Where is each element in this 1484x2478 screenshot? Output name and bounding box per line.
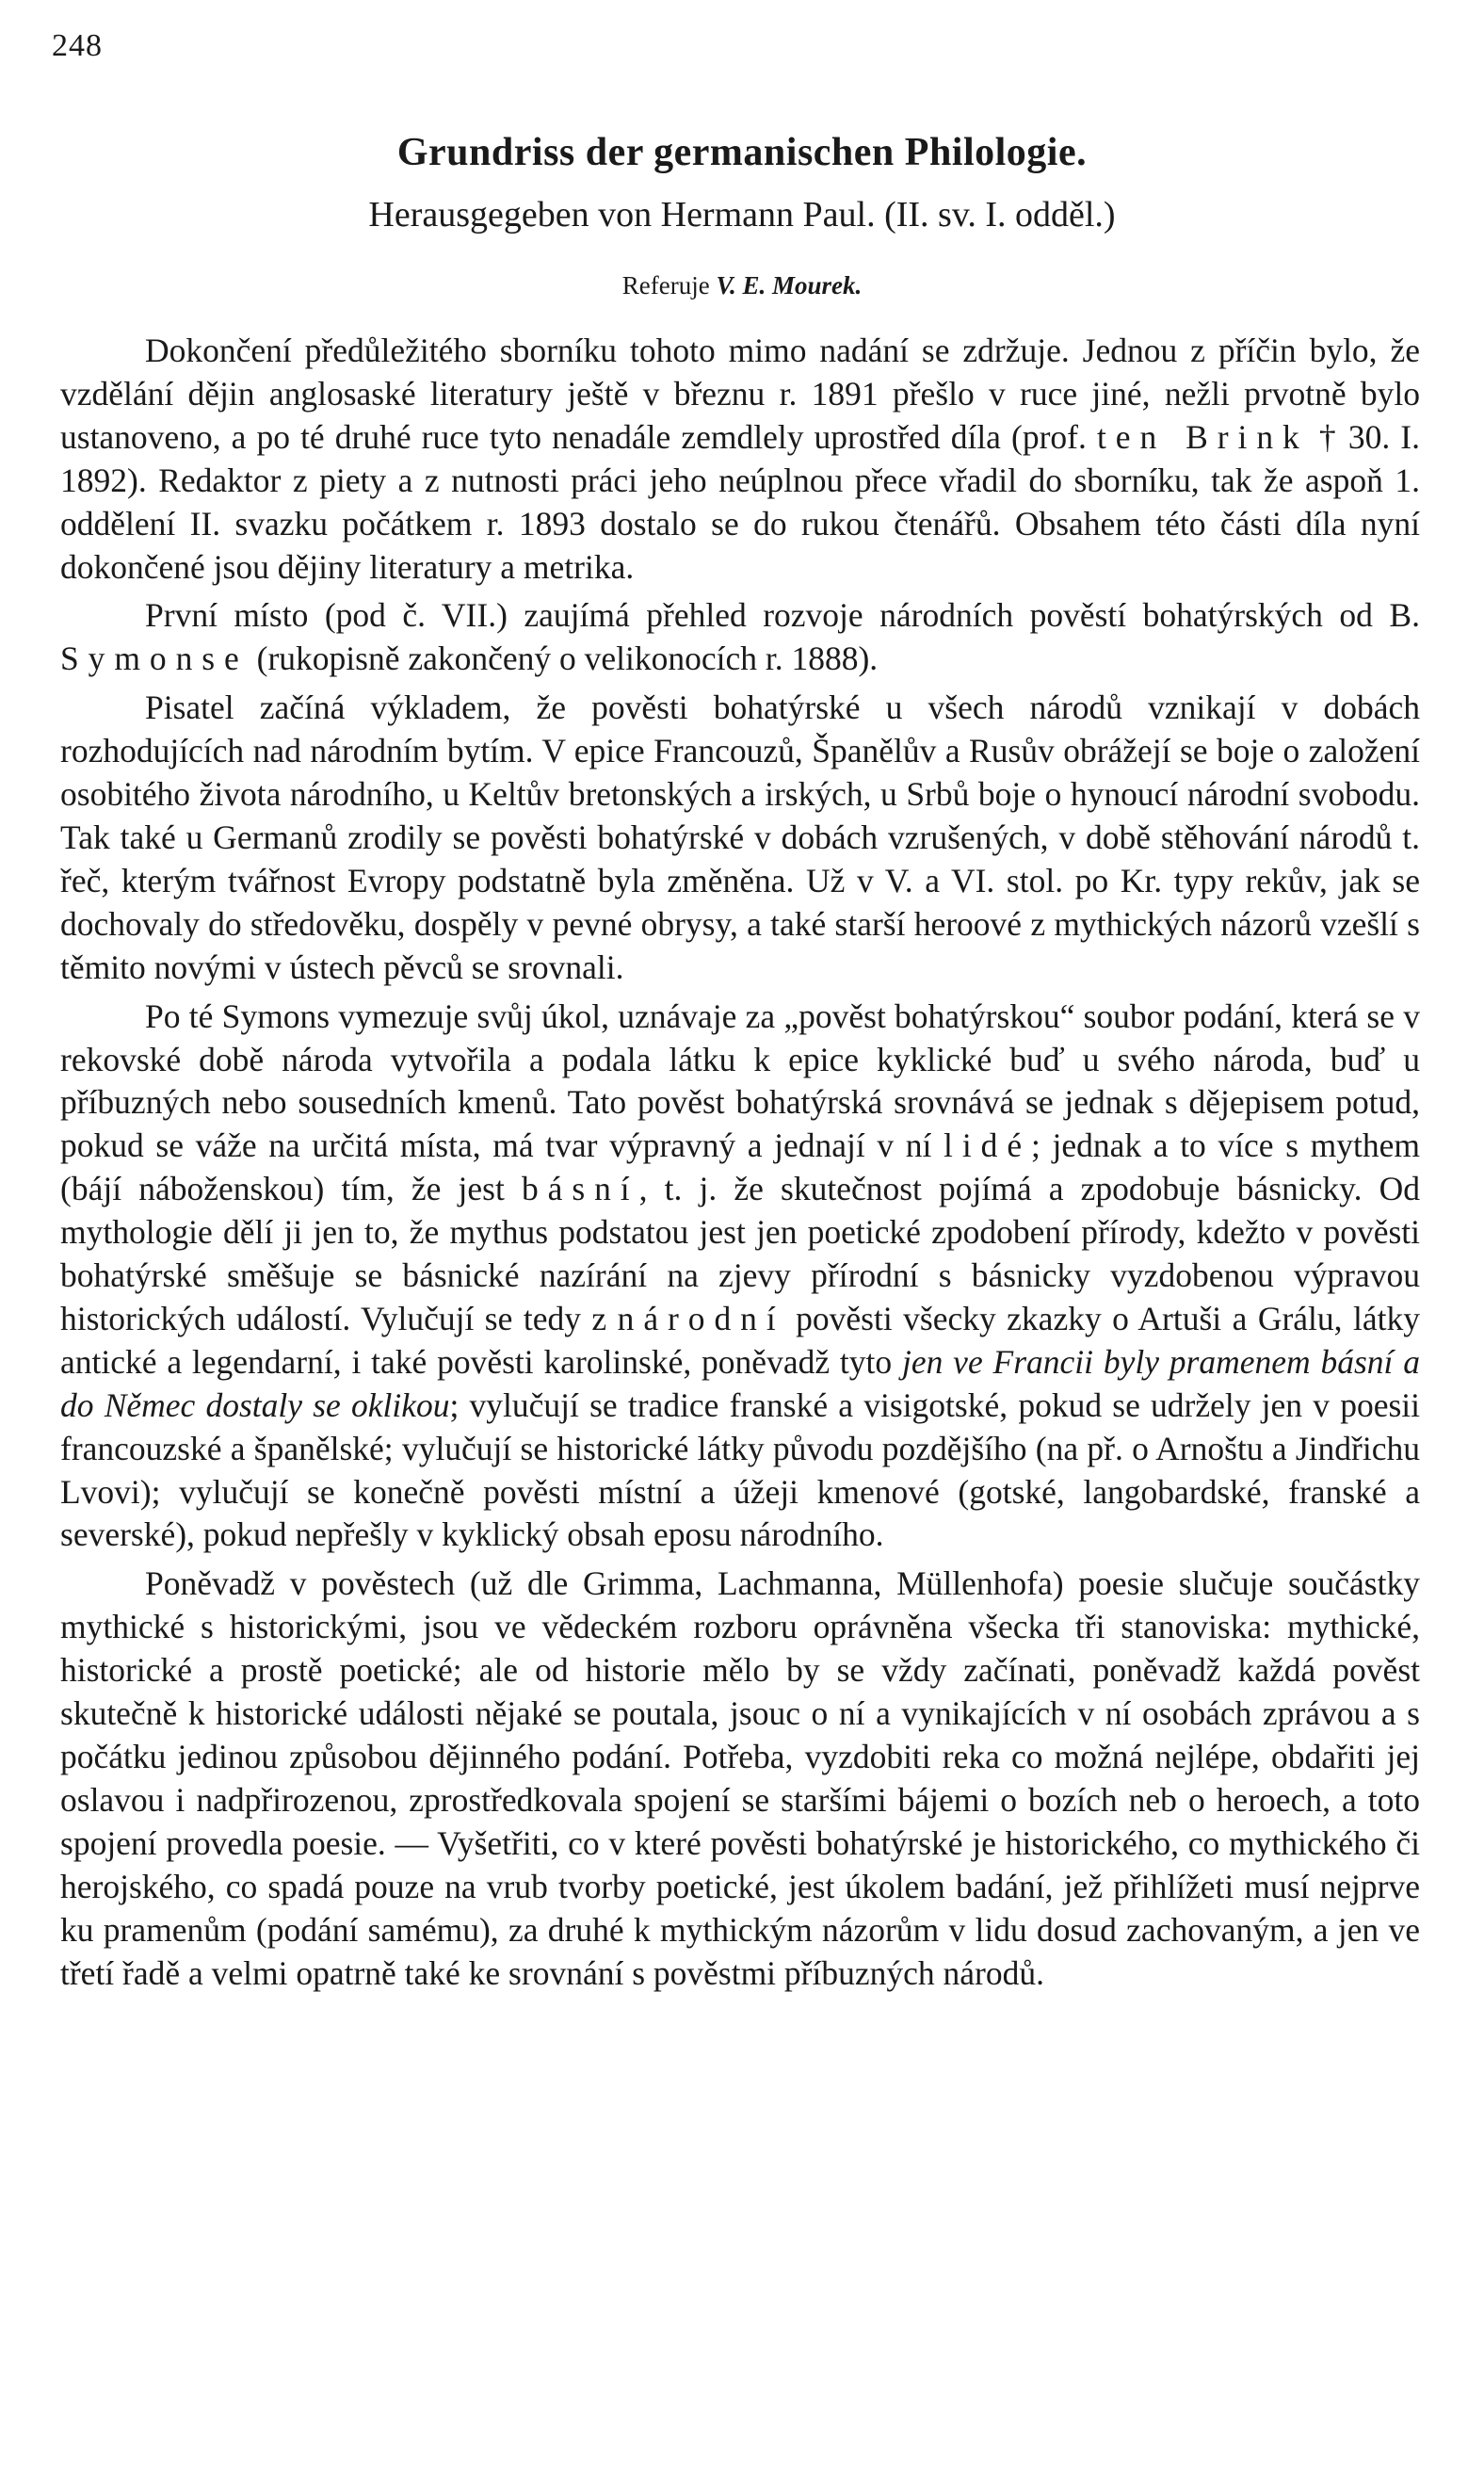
author-name-spaced: ten Brink bbox=[1096, 417, 1309, 456]
author-name-spaced: Symonse bbox=[60, 640, 249, 678]
emphasis-spaced: básní bbox=[521, 1170, 639, 1208]
page-number: 248 bbox=[52, 28, 103, 63]
emphasis-spaced: národní bbox=[617, 1299, 785, 1337]
paragraph-5: Poněvadž v pověstech (už dle Grimma, Lachmanna, Müllenhofa) poesie slučuje součástky mythické s historickými, jsou ve vědeckém rozboru oprávněna všecka tři stanoviska: mythické, historické a prostě poetické; ale od historie mělo by se vždy začínati, poněvadž každá pověst skutečně k historické události nějaké se poutala, jsouc o ní a vynikajících v ní osobách zprávou a s počátku jedinou způsobou dějinného podání. Potřeba, vyzdobiti reka co možná nejlépe, obdařiti jej oslavou i nadpřirozenou, zprostředkovala spojení se staršími bájemi o bozích neb o heroech, a toto spojení provedla poesie. — Vyšetřiti, co v které pověsti bohatýrské je historického, co mythického či herojského, co spadá pouze na vrub tvorby poetické, jest úkolem badání, jež přihlížeti musí nejprve ku pramenům (podání samému), za druhé k mythickým názorům v lidu dosud zachovaným, a jen ve třetí řadě a velmi opatrně také ke srovnání s pověstmi příbuzných národů. bbox=[60, 1564, 1420, 1992]
emphasis-italic: jen ve Francii byly pramenem básní a do Němec dostaly se oklikou bbox=[60, 1342, 1421, 1424]
paragraph-2: První místo (pod č. VII.) zaujímá přehled rozvoje národních pověstí bohatýrských od B. Symonse (rukopisně zakončený o velikonocích r. 1888). bbox=[60, 596, 1420, 678]
referee-name: V. E. Mourek. bbox=[716, 271, 863, 300]
paragraph-1: Dokončení předůležitého sborníku tohoto mimo nadání se zdržuje. Jednou z příčin bylo, že vzdělání dějin anglosaské literatury ještě v březnu r. 1891 přešlo v ruce jiné, nežli prvotně bylo ustanoveno, a po té druhé ruce tyto nenadále zemdlely uprostřed díla (prof. ten Brink † 30. I. 1892). Redaktor z piety a z nutnosti práci jeho neúplnou přece vřadil do sborníku, tak že aspoň 1. oddělení II. svazku počátkem r. 1893 dostalo se do rukou čtenářů. Obsahem této části díla nyní dokončené jsou dějiny literatury a metrika. bbox=[60, 332, 1421, 586]
article-body bbox=[60, 330, 1420, 2000]
article-subtitle: Herausgegeben von Hermann Paul. (II. sv. I. odděl.) bbox=[368, 195, 1116, 235]
referee-line bbox=[0, 271, 1484, 300]
paragraph-4: Po té Symons vymezuje svůj úkol, uznávaje za „pověst bohatýrskou“ soubor podání, která se v rekovské době národa vytvořila a podala látku k epice kyklické buď u svého národa, buď u příbuzných nebo sousedních kmenů. Tato pověst bohatýrská srovnává se jednak s dějepisem potud, pokud se váže na určitá místa, má tvar výpravný a jednají v ní lidé; jednak a to více s mythem (bájí náboženskou) tím, že jest básní, t. j. že skutečnost pojímá a zpodobuje básnicky. Od mythologie dělí ji jen to, že mythus podstatou jest jen poetické zpodobení přírody, kdežto v pověsti bohatýrské směšuje se básnické nazírání na zjevy přírodní s básnicky vyzdobenou výpravou historických událostí. Vylučují se tedy z národní pověsti všecky zkazky o Artuši a Grálu, látky antické a legendarní, i také pověsti karolinské, poněvadž tyto jen ve Francii byly pramenem básní a do Němec dostaly se oklikou; vylučují se tradice franské a visigotské, pokud se udržely jen v poesii francouzské a španělské; vylučují se historické látky původu pozdějšího (na př. o Arnoštu a Jindřichu Lvovi); vylučují se konečně pověsti místní a úžeji kmenové (gotské, langobardské, franské a severské), pokud nepřešly v kyklický obsah eposu národního. bbox=[60, 996, 1421, 1554]
emphasis-spaced: lidé bbox=[944, 1126, 1032, 1165]
paragraph-3: Pisatel začíná výkladem, že pověsti bohatýrské u všech národů vznikají v dobách rozhodujících nad národním bytím. V epice Francouzů, Španělův a Rusův obrážejí se boje o založení osobitého života národního, u Keltův bretonských a irských, u Srbů boje o hynoucí národní svobodu. Tak také u Germanů zrodily se pověsti bohatýrské v dobách vzrušených, v době stěhování národů t. řeč, kterým tvářnost Evropy podstatně byla změněna. Už v V. a VI. stol. po Kr. typy rekův, jak se dochovaly do středověku, dospěly v pevné obrysy, a také starší heroové z mythických názorů vzešlí s těmito novými v ústech pěvců se srovnali. bbox=[60, 688, 1420, 986]
article-title: Grundriss der germanischen Philologie. bbox=[396, 131, 1088, 174]
referee-prefix: Referuje bbox=[621, 271, 710, 300]
